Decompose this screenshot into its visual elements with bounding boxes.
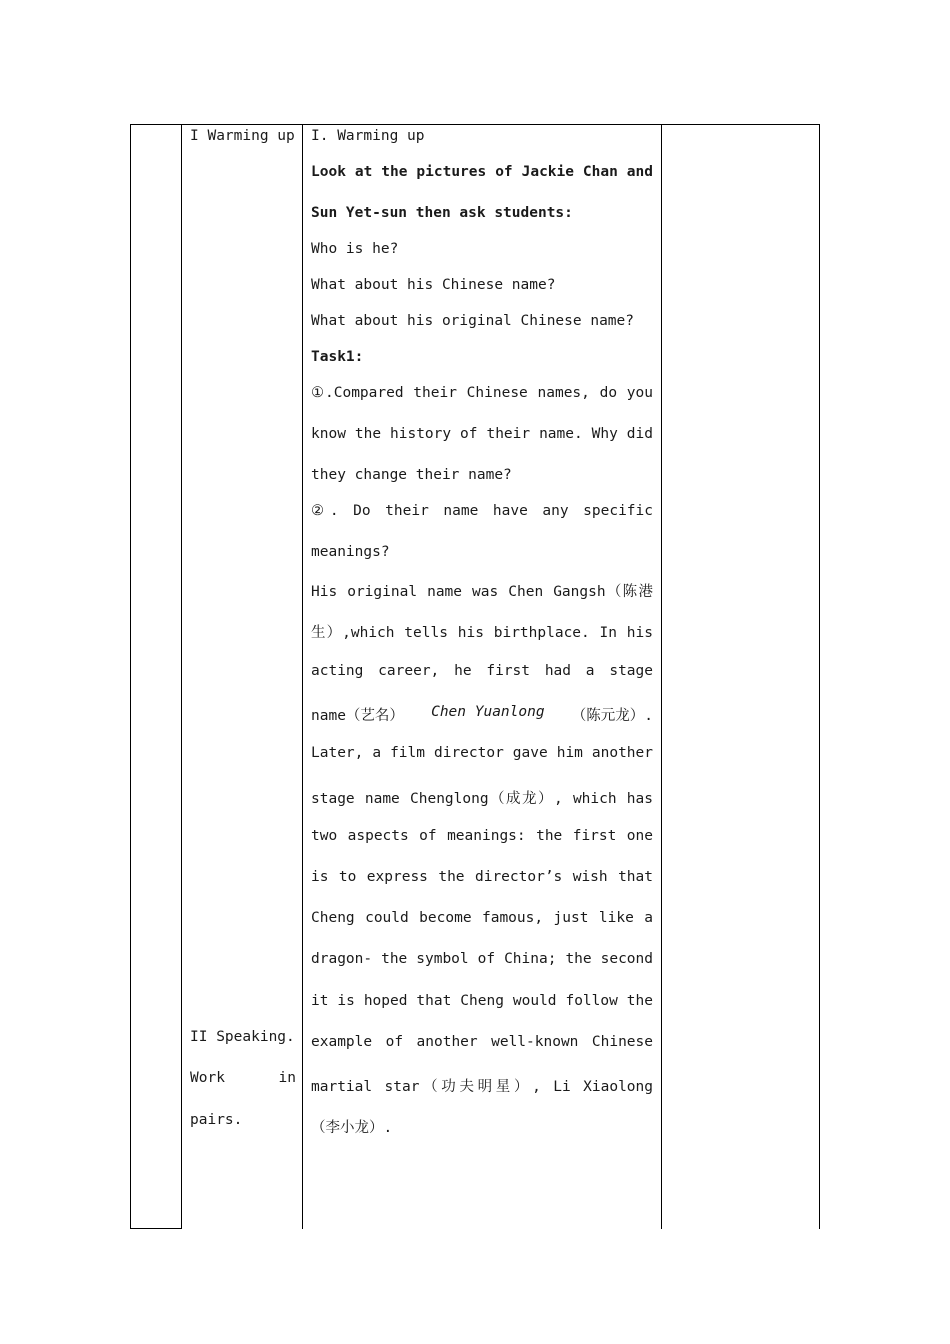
task-label: Task1: xyxy=(311,349,364,365)
question-2: What about his Chinese name? xyxy=(311,277,556,293)
task2-line-1: ②. Do their name have any specific xyxy=(311,503,653,519)
paragraph-line-1: His original name was Chen Gangsh（陈港 xyxy=(311,584,653,600)
table-top-border xyxy=(130,124,820,125)
section-pairs: pairs. xyxy=(190,1112,243,1128)
paragraph-line-6: stage name Chenglong（成龙）, which has xyxy=(311,791,653,807)
paragraph-line-14: （李小龙）. xyxy=(311,1120,393,1136)
paragraph-line-12: example of another well-known Chinese xyxy=(311,1034,653,1050)
question-3: What about his original Chinese name? xyxy=(311,313,635,329)
table-bottom-border xyxy=(130,1228,181,1229)
task2-line-2: meanings? xyxy=(311,544,390,560)
intro-line-2: Sun Yet-sun then ask students: xyxy=(311,205,573,221)
question-1: Who is he? xyxy=(311,241,399,257)
paragraph-line-7: two aspects of meanings: the first one xyxy=(311,828,653,844)
paragraph-line-9: Cheng could become famous, just like a xyxy=(311,910,653,926)
task1-line-3: they change their name? xyxy=(311,467,512,483)
stage-name-label: name（艺名） xyxy=(311,708,404,724)
table-col-line-1 xyxy=(130,124,131,1229)
intro-line-1: Look at the pictures of Jackie Chan and xyxy=(311,164,653,180)
section-speaking: II Speaking. xyxy=(190,1029,295,1045)
paragraph-line-8: is to express the director’s wish that xyxy=(311,869,653,885)
paragraph-line-4 xyxy=(311,704,653,725)
paragraph-line-11: it is hoped that Cheng would follow the xyxy=(311,993,653,1009)
paragraph-line-2: 生）,which tells his birthplace. In his xyxy=(311,625,653,641)
task1-line-1: ①.Compared their Chinese names, do you xyxy=(311,385,653,401)
task1-line-2: know the history of their name. Why did xyxy=(311,426,653,442)
table-col-line-3 xyxy=(302,124,303,1229)
section-warming-up: I Warming up xyxy=(190,128,295,144)
table-col-line-2 xyxy=(181,124,182,1229)
paragraph-line-3: acting career, he first had a stage xyxy=(311,663,653,679)
paragraph-line-13: martial star（功夫明星）, Li Xiaolong xyxy=(311,1079,653,1095)
paragraph-line-5: Later, a film director gave him another xyxy=(311,745,653,761)
stage-name-pinyin: Chen Yuanlong xyxy=(431,704,545,720)
content-heading: I. Warming up xyxy=(311,128,425,144)
stage-name-chinese: （陈元龙）. xyxy=(571,708,653,724)
paragraph-line-10: dragon- the symbol of China; the second xyxy=(311,951,653,967)
section-work-in: Work in xyxy=(190,1070,296,1086)
table-col-line-4 xyxy=(661,124,662,1229)
table-col-line-5 xyxy=(819,124,820,1229)
